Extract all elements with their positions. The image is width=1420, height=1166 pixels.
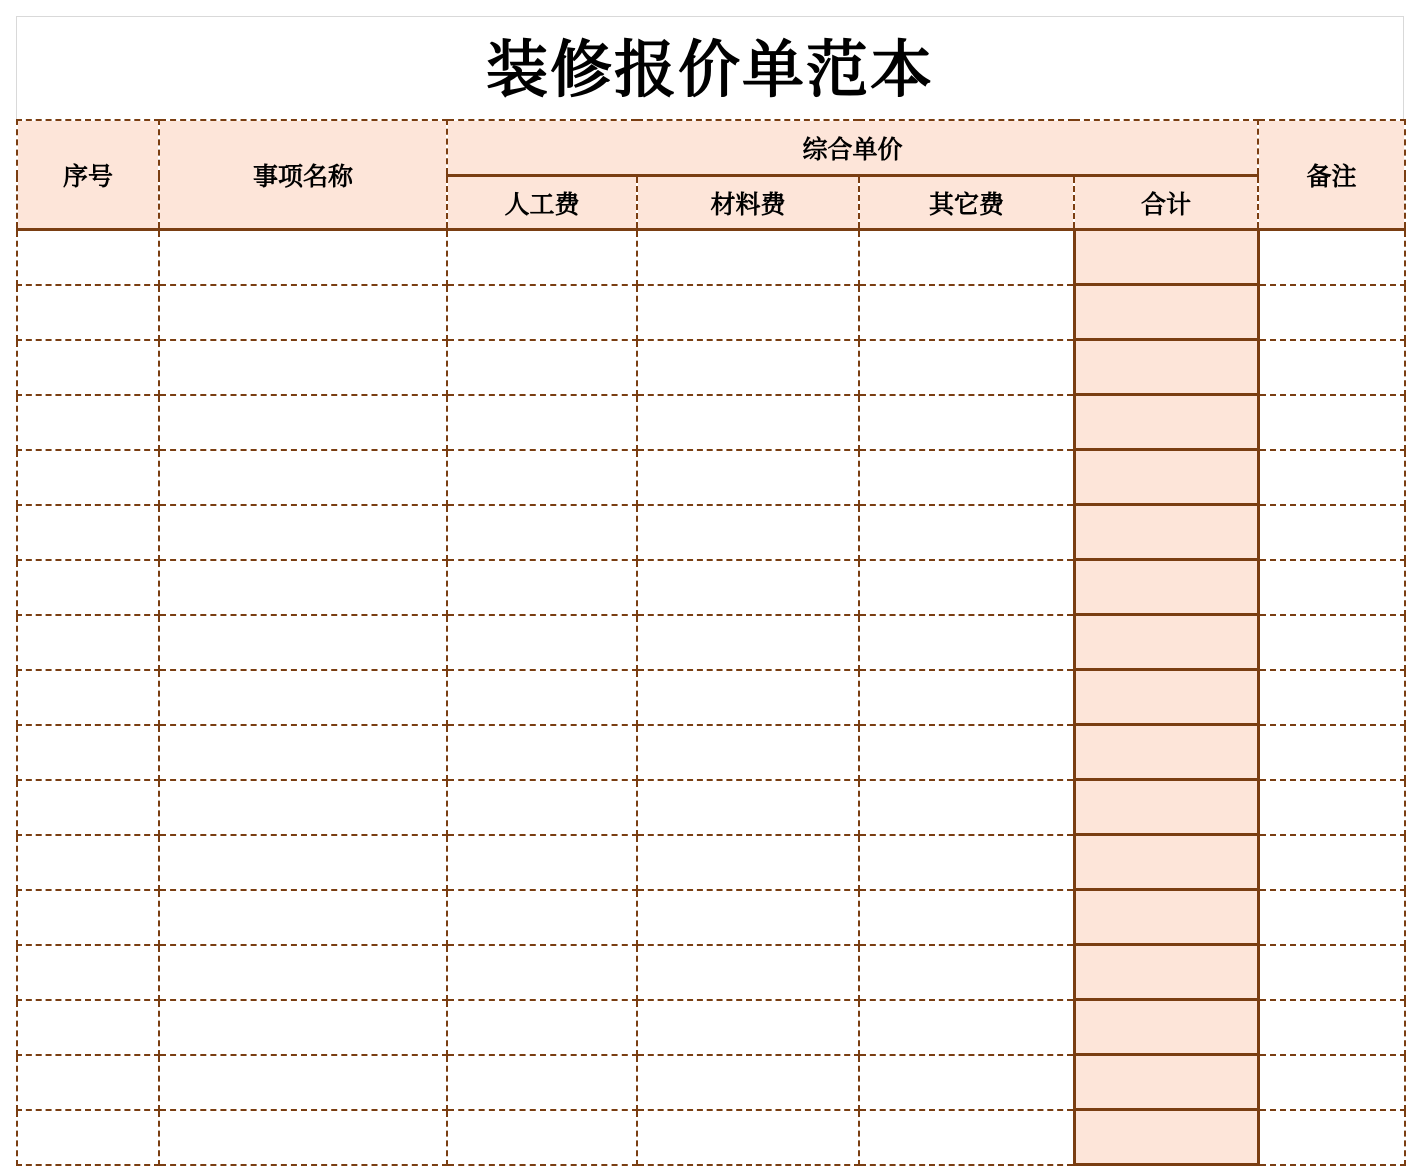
cell-remarks[interactable] xyxy=(1258,1000,1405,1055)
cell-index[interactable] xyxy=(17,1110,159,1165)
cell-index[interactable] xyxy=(17,340,159,395)
cell-labor[interactable] xyxy=(447,395,637,450)
cell-index[interactable] xyxy=(17,725,159,780)
header-index: 序号 xyxy=(17,120,159,230)
cell-index[interactable] xyxy=(17,615,159,670)
header-material: 材料费 xyxy=(637,176,859,230)
cell-item-name[interactable] xyxy=(159,890,447,945)
cell-total[interactable] xyxy=(1074,780,1258,835)
cell-index[interactable] xyxy=(17,230,159,285)
cell-labor[interactable] xyxy=(447,615,637,670)
cell-index[interactable] xyxy=(17,1000,159,1055)
header-row-1 xyxy=(17,120,1405,176)
cell-item-name[interactable] xyxy=(159,670,447,725)
cell-remarks[interactable] xyxy=(1258,1055,1405,1110)
cell-total[interactable] xyxy=(1074,340,1258,395)
cell-other[interactable] xyxy=(859,1055,1074,1110)
cell-item-name[interactable] xyxy=(159,615,447,670)
cell-remarks[interactable] xyxy=(1258,340,1405,395)
cell-material[interactable] xyxy=(637,1110,859,1165)
table-row xyxy=(17,1000,1405,1055)
cell-item-name[interactable] xyxy=(159,450,447,505)
cell-item-name[interactable] xyxy=(159,1000,447,1055)
cell-other[interactable] xyxy=(859,230,1074,285)
cell-remarks[interactable] xyxy=(1258,945,1405,1000)
cell-item-name[interactable] xyxy=(159,725,447,780)
cell-total[interactable] xyxy=(1074,890,1258,945)
cell-other[interactable] xyxy=(859,725,1074,780)
table-row xyxy=(17,725,1405,780)
cell-total[interactable] xyxy=(1074,1110,1258,1165)
cell-total[interactable] xyxy=(1074,450,1258,505)
cell-remarks[interactable] xyxy=(1258,1110,1405,1165)
cell-total[interactable] xyxy=(1074,560,1258,615)
cell-material[interactable] xyxy=(637,1055,859,1110)
cell-index[interactable] xyxy=(17,945,159,1000)
cell-labor[interactable] xyxy=(447,725,637,780)
cell-other[interactable] xyxy=(859,1000,1074,1055)
cell-remarks[interactable] xyxy=(1258,230,1405,285)
cell-other[interactable] xyxy=(859,340,1074,395)
table-row xyxy=(17,1055,1405,1110)
table-row xyxy=(17,560,1405,615)
cell-index[interactable] xyxy=(17,450,159,505)
header-labor: 人工费 xyxy=(447,176,637,230)
cell-material[interactable] xyxy=(637,835,859,890)
cell-material[interactable] xyxy=(637,230,859,285)
quote-table xyxy=(16,119,1406,1166)
title-box xyxy=(16,16,1404,120)
cell-labor[interactable] xyxy=(447,285,637,340)
table-row xyxy=(17,230,1405,285)
cell-item-name[interactable] xyxy=(159,945,447,1000)
table-row xyxy=(17,890,1405,945)
cell-labor[interactable] xyxy=(447,1110,637,1165)
cell-material[interactable] xyxy=(637,670,859,725)
cell-labor[interactable] xyxy=(447,945,637,1000)
table-row xyxy=(17,505,1405,560)
cell-item-name[interactable] xyxy=(159,505,447,560)
table-row xyxy=(17,835,1405,890)
cell-item-name[interactable] xyxy=(159,1110,447,1165)
header-other: 其它费 xyxy=(859,176,1074,230)
table-row xyxy=(17,450,1405,505)
cell-remarks[interactable] xyxy=(1258,725,1405,780)
cell-labor[interactable] xyxy=(447,230,637,285)
cell-item-name[interactable] xyxy=(159,780,447,835)
cell-total[interactable] xyxy=(1074,725,1258,780)
cell-material[interactable] xyxy=(637,560,859,615)
table-row xyxy=(17,340,1405,395)
cell-remarks[interactable] xyxy=(1258,780,1405,835)
cell-item-name[interactable] xyxy=(159,560,447,615)
cell-other[interactable] xyxy=(859,285,1074,340)
header-remarks: 备注 xyxy=(1258,120,1405,230)
cell-index[interactable] xyxy=(17,1055,159,1110)
cell-total[interactable] xyxy=(1074,285,1258,340)
cell-remarks[interactable] xyxy=(1258,560,1405,615)
cell-index[interactable] xyxy=(17,505,159,560)
cell-remarks[interactable] xyxy=(1258,615,1405,670)
cell-material[interactable] xyxy=(637,505,859,560)
cell-material[interactable] xyxy=(637,890,859,945)
table-row xyxy=(17,780,1405,835)
cell-material[interactable] xyxy=(637,615,859,670)
table-row xyxy=(17,1110,1405,1165)
cell-remarks[interactable] xyxy=(1258,285,1405,340)
cell-labor[interactable] xyxy=(447,560,637,615)
cell-other[interactable] xyxy=(859,395,1074,450)
page-title: 装修报价单范本 xyxy=(485,33,934,106)
cell-material[interactable] xyxy=(637,395,859,450)
header-unit-price-group: 综合单价 xyxy=(447,120,1258,176)
cell-material[interactable] xyxy=(637,285,859,340)
cell-labor[interactable] xyxy=(447,670,637,725)
cell-other[interactable] xyxy=(859,670,1074,725)
cell-remarks[interactable] xyxy=(1258,450,1405,505)
cell-item-name[interactable] xyxy=(159,395,447,450)
table-row xyxy=(17,615,1405,670)
cell-labor[interactable] xyxy=(447,450,637,505)
cell-other[interactable] xyxy=(859,780,1074,835)
cell-labor[interactable] xyxy=(447,1055,637,1110)
cell-material[interactable] xyxy=(637,1000,859,1055)
cell-index[interactable] xyxy=(17,780,159,835)
cell-other[interactable] xyxy=(859,560,1074,615)
cell-item-name[interactable] xyxy=(159,1055,447,1110)
cell-material[interactable] xyxy=(637,945,859,1000)
cell-total[interactable] xyxy=(1074,835,1258,890)
cell-remarks[interactable] xyxy=(1258,670,1405,725)
quote-table-body xyxy=(17,230,1405,1165)
cell-other[interactable] xyxy=(859,835,1074,890)
cell-labor[interactable] xyxy=(447,835,637,890)
cell-remarks[interactable] xyxy=(1258,395,1405,450)
cell-other[interactable] xyxy=(859,1110,1074,1165)
cell-remarks[interactable] xyxy=(1258,835,1405,890)
header-total: 合计 xyxy=(1074,176,1258,230)
cell-index[interactable] xyxy=(17,395,159,450)
table-row xyxy=(17,395,1405,450)
cell-item-name[interactable] xyxy=(159,285,447,340)
table-row xyxy=(17,670,1405,725)
cell-total[interactable] xyxy=(1074,1000,1258,1055)
quote-sheet xyxy=(16,16,1404,1148)
cell-labor[interactable] xyxy=(447,505,637,560)
cell-item-name[interactable] xyxy=(159,340,447,395)
cell-labor[interactable] xyxy=(447,340,637,395)
cell-item-name[interactable] xyxy=(159,835,447,890)
cell-total[interactable] xyxy=(1074,1055,1258,1110)
cell-material[interactable] xyxy=(637,780,859,835)
cell-labor[interactable] xyxy=(447,1000,637,1055)
cell-total[interactable] xyxy=(1074,230,1258,285)
cell-other[interactable] xyxy=(859,945,1074,1000)
cell-total[interactable] xyxy=(1074,945,1258,1000)
cell-material[interactable] xyxy=(637,725,859,780)
header-item-name: 事项名称 xyxy=(159,120,447,230)
cell-index[interactable] xyxy=(17,890,159,945)
table-row xyxy=(17,945,1405,1000)
cell-other[interactable] xyxy=(859,505,1074,560)
cell-remarks[interactable] xyxy=(1258,890,1405,945)
cell-total[interactable] xyxy=(1074,615,1258,670)
cell-labor[interactable] xyxy=(447,890,637,945)
cell-total[interactable] xyxy=(1074,505,1258,560)
cell-material[interactable] xyxy=(637,340,859,395)
cell-index[interactable] xyxy=(17,835,159,890)
cell-other[interactable] xyxy=(859,615,1074,670)
cell-other[interactable] xyxy=(859,450,1074,505)
cell-material[interactable] xyxy=(637,450,859,505)
table-row xyxy=(17,285,1405,340)
cell-other[interactable] xyxy=(859,890,1074,945)
cell-remarks[interactable] xyxy=(1258,505,1405,560)
cell-index[interactable] xyxy=(17,560,159,615)
cell-index[interactable] xyxy=(17,670,159,725)
cell-item-name[interactable] xyxy=(159,230,447,285)
cell-index[interactable] xyxy=(17,285,159,340)
cell-total[interactable] xyxy=(1074,670,1258,725)
cell-total[interactable] xyxy=(1074,395,1258,450)
cell-labor[interactable] xyxy=(447,780,637,835)
